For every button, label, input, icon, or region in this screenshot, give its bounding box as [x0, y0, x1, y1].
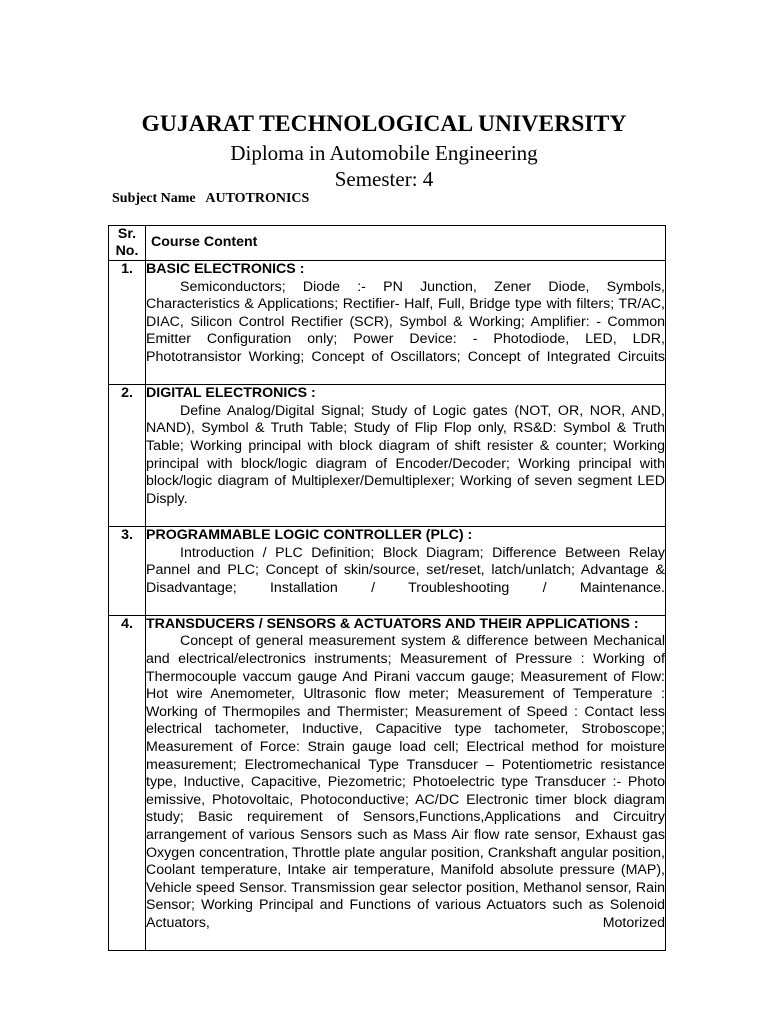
course-content-table: [108, 225, 666, 951]
subject-value: AUTOTRONICS: [205, 191, 310, 206]
row-sr-number: 1.: [109, 261, 146, 385]
row-content: [146, 385, 666, 527]
row-content: [146, 261, 666, 385]
row-description: Introduction / PLC Definition; Block Diagram; Difference Between Relay Pannel and PLC; Concept of skin/source, set/reset, latch/unlatch; Advantage & Disadvantage; Installation / Troubleshooting / Maintenance.: [146, 544, 665, 596]
row-sr-number: 4.: [109, 615, 146, 950]
document-header: [0, 108, 768, 192]
row-sr-number: 2.: [109, 385, 146, 527]
university-title: GUJARAT TECHNOLOGICAL UNIVERSITY: [141, 111, 627, 137]
row-content: [146, 615, 666, 950]
row-sr-number: 3.: [109, 526, 146, 615]
row-content: [146, 526, 666, 615]
row-topic: BASIC ELECTRONICS :: [146, 261, 305, 277]
row-topic: DIGITAL ELECTRONICS :: [146, 385, 316, 402]
row-topic: TRANSDUCERS / SENSORS & ACTUATORS AND THEIR APPLICATIONS :: [146, 615, 639, 632]
program-name: Diploma in Automobile Engineering: [230, 141, 538, 165]
row-description: Semiconductors; Diode :- PN Junction, Zener Diode, Symbols, Characteristics & Applications; Rectifier- Half, Full, Bridge type with filters; TR/AC, DIAC, Silicon Control Rectifier (SCR), Symbol & Working; Amplifier: - Common Emitter Configuration only; Power Device: - Photodiode, LED, LDR, Phototransistor Working; Concept of Oscillators; Concept of Integrated Circuits: [146, 278, 665, 365]
table-header-row: [109, 226, 666, 261]
course-content-header: Course Content: [146, 226, 666, 261]
table-row: [109, 261, 666, 385]
row-description: Define Analog/Digital Signal; Study of Logic gates (NOT, OR, NOR, AND, NAND), Symbol & Truth Table; Study of Flip Flop only, RS&D: Symbol & Truth Table; Working principal with block diagram of shift resister & counter; Working principal with block/logic diagram of Encoder/Decoder; Working principal with block/logic diagram of Multiplexer/Demultiplexer; Working of seven segment LED Disply.: [146, 402, 665, 507]
table-row: [109, 526, 666, 615]
table-row: [109, 615, 666, 950]
table-row: [109, 385, 666, 527]
row-topic: PROGRAMMABLE LOGIC CONTROLLER (PLC) :: [146, 526, 473, 543]
row-description: Concept of general measurement system & difference between Mechanical and electrical/electronics instruments; Measurement of Pressure : Working of Thermocouple vaccum gauge And Pirani vaccum gauge; Measurement of Flow: Hot wire Anemometer, Ultrasonic flow meter; Measurement of Temperature : Working of Thermopiles and Thermister; Measurement of Speed : Contact less electrical tachometer, Inductive, Capacitive type tachometer, Stroboscope; Measurement of Force: Strain gauge load cell; Electrical method for moisture measurement; Electromechanical Type Transducer – Potentiometric resistance type, Inductive, Capacitive, Piezometric; Photoelectric type Transducer :- Photo emissive, Photovoltaic, Photoconductive; AC/DC Electronic timer block diagram study; Basic requirement of Sensors,Functions,Applications and Circuitry arrangement of various Sensors such as Mass Air flow rate sensor, Exhaust gas Oxygen concentration, Throttle plate angular position, Crankshaft angular position, Coolant temperature, Intake air temperature, Manifold absolute pressure (MAP), Vehicle speed Sensor. Transmission gear selector position, Methanol sensor, Rain Sensor; Working Principal and Functions of various Actuators such as Solenoid Actuators, Motorized: [146, 633, 665, 931]
sr-no-header: Sr. No.: [109, 226, 146, 261]
semester-label: Semester: 4: [334, 167, 434, 191]
subject-label: Subject Name: [112, 191, 196, 206]
subject-line: [112, 190, 309, 208]
